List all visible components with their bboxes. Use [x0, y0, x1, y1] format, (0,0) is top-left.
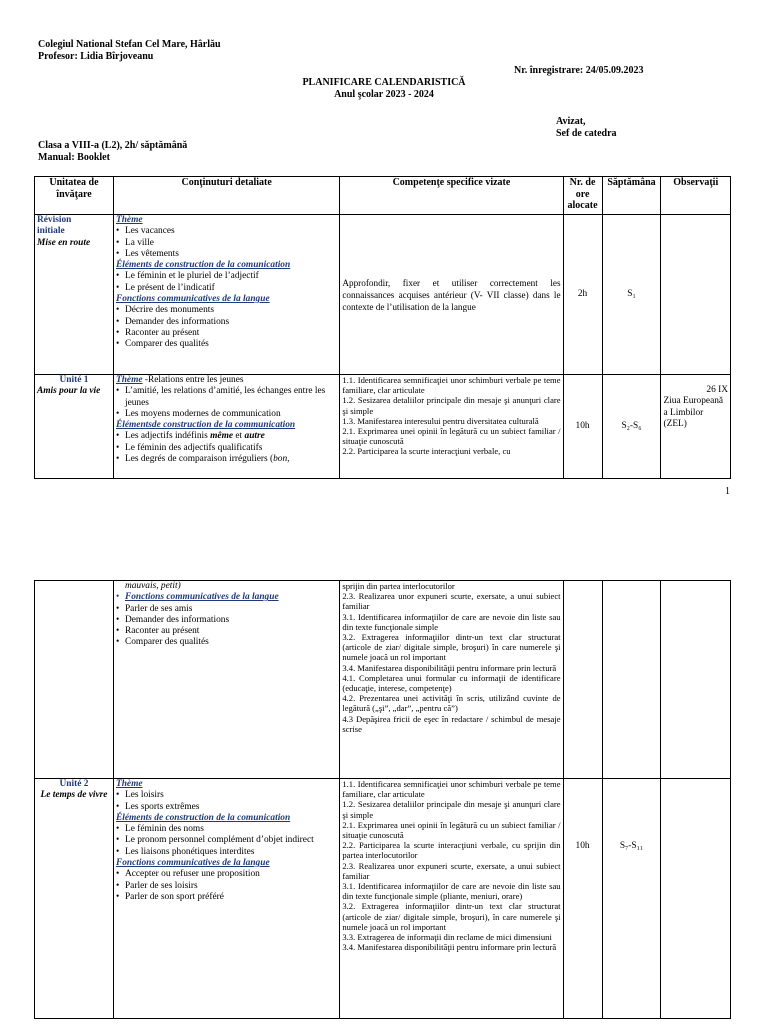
competence-item: 2.1. Exprimarea unei opinii în legătură cu un subiect familiar / situaţie cunoscută [342, 426, 561, 447]
unit1-title: Unité 1 [59, 375, 89, 385]
grammar-list [116, 431, 337, 465]
list-item: • Le présent de l’indicatif [116, 283, 337, 294]
list-item: • Le féminin des adjectifs qualificatifs [116, 443, 337, 454]
competence-item: 4.3 Depăşirea fricii de eşec în redactare / schimbul de mesaje scrise [342, 713, 561, 734]
approved-label: Avizat, [556, 116, 586, 127]
theme-text: -Relations entre les jeunes [144, 375, 244, 385]
grammar-list [116, 271, 337, 294]
revision-subtitle: Mise en route [37, 237, 91, 248]
table-header-row [35, 177, 731, 215]
header-hours: Nr. de ore alocate [563, 177, 602, 215]
unit1-contents-cell [113, 375, 339, 479]
competence-item: 3.1. Identificarea informaţiilor de care are nevoie din liste sau din texte funcţionale simple [342, 611, 561, 632]
unit1-hours: 10h [563, 375, 602, 479]
revision-hours: 2h [563, 215, 602, 375]
continuation-competences-cell [340, 581, 563, 779]
revision-contents-cell [113, 215, 339, 375]
list-item: • Les adjectifs indéfinis même et autre [116, 431, 337, 442]
list-item: • Raconter au présent [116, 626, 337, 637]
unit2-observations [661, 779, 731, 1019]
unit1-week: S₂-S₆ [602, 375, 661, 479]
section-heading: Éléments de construction de la comunication [115, 260, 291, 271]
unit1-competences-cell [340, 375, 563, 479]
unit1-subtitle: Amis pour la vie [37, 386, 101, 397]
grammar-continuation: mauvais, petit) [124, 581, 181, 591]
competence-item: 2.1. Exprimarea unei opinii în legătură cu un subiect familiar / situaţie cunoscută [342, 819, 561, 841]
table-row [35, 375, 731, 479]
continuation-hours [563, 581, 602, 779]
section-heading: Fonctions communicatives de la langue [124, 592, 279, 603]
registration-number: Nr. înregistrare: 24/05.09.2023 [514, 65, 644, 76]
revision-week: S₁ [602, 215, 661, 375]
unit2-week: S₇-S₁₁ [602, 779, 661, 1019]
header-week: Săptămâna [602, 177, 661, 215]
list-item: • Les vacances [116, 226, 337, 237]
functions-list [116, 604, 337, 649]
competence-item: 3.2. Extragerea informaţiilor dintr-un text clar structurat (articole de ziar/ digitale simple, broşuri) în care numerele şi numele joacă un rol important [342, 632, 561, 663]
theme-label: Thème [115, 215, 143, 225]
list-item: • Parler de ses loisirs [116, 881, 337, 892]
list-item: • Les moyens modernes de communication [116, 409, 337, 420]
list-item: • Les vêtements [116, 249, 337, 260]
list-item: • Comparer des qualités [116, 637, 337, 648]
school-name: Colegiul National Stefan Cel Mare, Hârlău [38, 39, 221, 50]
continuation-unit-cell [35, 581, 114, 779]
table-row [35, 581, 731, 779]
competence-item: 1.1. Identificarea semnificaţiei unor schimburi verbale pe teme familiare, clar articulate [342, 375, 561, 396]
competence-item: 3.3. Extragerea de informaţii din reclame de mici dimensiuni [342, 932, 552, 943]
revision-unit-cell [35, 215, 114, 375]
list-item: • Le féminin des noms [116, 824, 337, 835]
theme-list [116, 790, 337, 813]
list-item: • Comparer des qualités [116, 339, 337, 350]
header-observations: Observaţii [661, 177, 731, 215]
competence-item: 3.4. Manifestarea disponibilităţii pentru informare prin lectură [342, 662, 557, 673]
section-heading-row [116, 592, 337, 603]
functions-list [116, 869, 337, 903]
table-row [35, 215, 731, 375]
bullet-icon: • [115, 592, 120, 603]
revision-title: Révision [37, 215, 72, 225]
continuation-week [602, 581, 661, 779]
unit2-contents-cell [113, 779, 339, 1019]
list-item: • Raconter au présent [116, 328, 337, 339]
list-item: • Parler de son sport préféré [116, 892, 337, 903]
continuation-contents-cell [113, 581, 339, 779]
list-item: • Le féminin et le pluriel de l’adjectif [116, 271, 337, 282]
competence-item: sprijin din partea interlocutorilor [342, 581, 455, 591]
manual-info: Manual: Booklet [38, 152, 110, 163]
unit2-hours: 10h [563, 779, 602, 1019]
header-contents: Conţinuturi detaliate [113, 177, 339, 215]
obs-text: Ziua Europeană a Limbilor (ZEL) [663, 396, 724, 429]
competence-item: 3.4. Manifestarea disponibilităţii pentru informare prin lectură [342, 942, 557, 953]
list-item: • Les liaisons phonétiques interdites [116, 847, 337, 858]
continuation-observations [661, 581, 731, 779]
competence-item: 1.3. Manifestarea interesului pentru diversitatea culturală [342, 415, 539, 426]
section-heading: Éléments de construction de la comunication [115, 812, 291, 823]
list-item: • Les sports extrêmes [116, 802, 337, 813]
list-item: • Accepter ou refuser une proposition [116, 869, 337, 880]
competence-item: 1.2. Sesizarea detaliilor principale din mesaje şi anunţuri clare şi simple [342, 395, 561, 416]
list-item: • Décrire des monuments [116, 305, 337, 316]
list-item: • La ville [116, 238, 337, 249]
competence-item: 3.2. Extragerea informaţiilor dintr-un text clar structurat (articole de ziar/ digitale simple, broşuri), în care numerele şi numele joacă un rol important [342, 901, 561, 932]
section-heading: Élémentsde construction de la communication [115, 420, 296, 431]
document-title: PLANIFICARE CALENDARISTICĂ [302, 77, 466, 88]
competence-item: 2.3. Realizarea unor expuneri scurte, exersate, a unui subiect familiar [342, 591, 561, 612]
section-heading: Fonctions communicatives de la langue [115, 294, 270, 305]
competence-item: 1.1. Identificarea semnificaţiei unor schimburi verbale pe teme familiare, clar articulate [342, 779, 561, 800]
class-info: Clasa a VIII-a (L2), 2h/ săptămână [38, 140, 188, 151]
unit2-cell [35, 779, 114, 1019]
header-unit: Unitatea de învăţare [35, 177, 114, 215]
theme-list [116, 386, 337, 420]
section-heading: Fonctions communicatives de la langue [115, 858, 270, 869]
head-of-department: Sef de catedra [556, 128, 617, 139]
theme-label: Thème [115, 779, 143, 789]
unit2-subtitle: Le temps de vivre [40, 790, 108, 801]
obs-date: 26 IX [706, 385, 728, 395]
list-item: • Les loisirs [116, 790, 337, 801]
theme-label: Thème [115, 375, 143, 385]
competence-item: 4.1. Completarea unui formular cu informaţii de identificare (educaţie, interese, competenţe) [342, 672, 561, 694]
unit2-title: Unité 2 [59, 779, 89, 789]
functions-list [116, 305, 337, 350]
list-item: • Les degrés de comparaison irréguliers (bon, [116, 454, 337, 465]
revision-competence-cell [340, 215, 563, 375]
competence-item: 2.3. Realizarea unor expuneri scurte, exersate, a unui subiect familiar [342, 860, 561, 881]
planning-table-page-1 [34, 176, 731, 479]
competence-item: 3.1. Identificarea informaţiilor de care are nevoie din liste sau din texte funcţionale simple (pliante, meniuri, orare) [342, 881, 561, 902]
unit2-competences-cell [340, 779, 563, 1019]
competence-item: 2.2. Participarea la scurte interacţiuni verbale, cu [342, 446, 511, 457]
competence-item: 2.2. Participarea la scurte interacţiuni verbale, cu sprijin din partea interlocutorilor [342, 840, 561, 861]
competence-item: 4.2. Prezentarea unei activităţi în scris, utilizând cuvinte de legătură („şi”, „dar”, „pentru că”) [342, 693, 561, 714]
revision-title-2: initiale [37, 226, 65, 237]
planning-table-page-2 [34, 580, 731, 1019]
list-item: • Parler de ses amis [116, 604, 337, 615]
competence-item: 1.2. Sesizarea detaliilor principale din mesaje şi anunţuri clare şi simple [342, 799, 561, 820]
unit1-cell [35, 375, 114, 479]
grammar-list [116, 824, 337, 858]
school-year: Anul şcolar 2023 - 2024 [334, 89, 434, 100]
list-item: • L’amitié, les relations d’amitié, les échanges entre les jeunes [116, 386, 337, 409]
theme-list [116, 226, 337, 260]
list-item: • Le pronom personnel complément d’objet indirect [116, 835, 337, 846]
unit1-observations [661, 375, 731, 479]
table-row [35, 779, 731, 1019]
header-competences: Competenţe specifice vizate [340, 177, 563, 215]
teacher-name: Profesor: Lidia Bîrjoveanu [38, 51, 154, 62]
page-number: 1 [725, 486, 730, 497]
list-item: • Demander des informations [116, 317, 337, 328]
list-item: • Demander des informations [116, 615, 337, 626]
competence-text: Approfondir, fixer et utiliser correctement les connaissances acquises antérieur (V- VII classe) dans le contexte de l’utilisation de la langue [342, 277, 561, 312]
revision-observations [661, 215, 731, 375]
